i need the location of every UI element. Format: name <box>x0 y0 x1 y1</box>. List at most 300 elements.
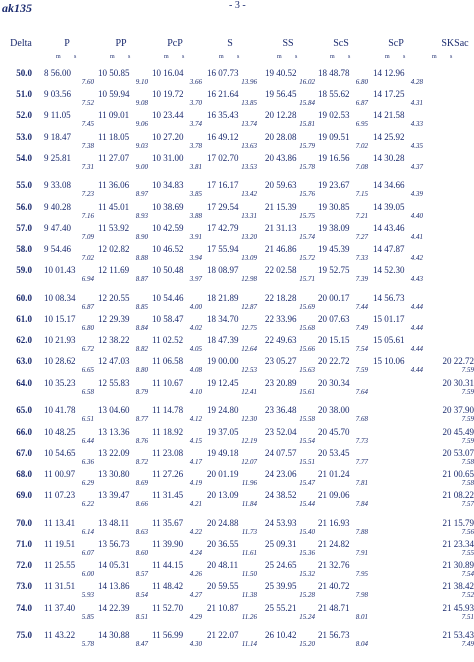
travel-time-value: 21 08.22 <box>442 490 474 501</box>
travel-time-value: 19 09.51 <box>318 131 350 142</box>
travel-time-value: 11 14.78 <box>152 405 184 416</box>
cell-pcp <box>152 89 206 108</box>
travel-time-value: 20 01.19 <box>207 468 239 479</box>
slowness-value: 7.33 <box>355 254 368 262</box>
slowness-value: 7.02 <box>81 254 94 262</box>
slowness-value: 7.54 <box>355 345 368 354</box>
travel-time-table <box>0 68 474 651</box>
cell-p <box>44 153 98 172</box>
cell-ss <box>265 110 319 129</box>
slowness-value: 11.38 <box>241 591 257 600</box>
travel-time-value: 20 43.86 <box>265 152 297 163</box>
column-header-scp: ScP <box>388 38 404 49</box>
slowness-value: 4.44 <box>410 302 423 311</box>
slowness-value: 15.36 <box>299 548 315 557</box>
travel-time-value: 10 27.20 <box>152 131 184 142</box>
table-row <box>0 630 474 651</box>
travel-time-value: 19 52.75 <box>318 265 350 276</box>
travel-time-value: 14 30.28 <box>373 152 405 163</box>
cell-ss <box>265 180 319 199</box>
delta-cell: 59.0 <box>16 265 32 276</box>
unit-header-row <box>0 54 474 62</box>
travel-time-value: 21 30.89 <box>442 560 474 571</box>
cell-p <box>44 560 98 579</box>
unit-label-min: m <box>330 54 335 60</box>
cell-ss <box>265 490 319 509</box>
travel-time-value: 10 15.17 <box>44 314 76 325</box>
slowness-value: 8.80 <box>135 366 148 375</box>
travel-time-value: 10 41.78 <box>44 405 76 416</box>
travel-time-value: 22 18.28 <box>265 292 297 303</box>
cell-scs <box>318 244 372 263</box>
travel-time-value: 24 23.06 <box>265 468 297 479</box>
cell-ss <box>265 244 319 263</box>
travel-time-value: 19 30.85 <box>318 201 350 212</box>
cell-pcp <box>152 560 206 579</box>
cell-pp <box>98 427 152 446</box>
table-row <box>0 518 474 539</box>
delta-cell: 52.0 <box>16 110 32 121</box>
slowness-value: 7.59 <box>461 387 474 396</box>
cell-pcp <box>152 518 206 537</box>
slowness-value: 7.55 <box>461 548 474 557</box>
travel-time-value: 21 46.86 <box>265 244 297 254</box>
slowness-value: 7.57 <box>461 500 474 509</box>
cell-scp <box>373 244 427 263</box>
slowness-value: 15.28 <box>299 591 315 600</box>
slowness-value: 8.76 <box>135 436 148 445</box>
slowness-value: 8.72 <box>135 457 148 466</box>
travel-time-value: 20 48.11 <box>207 560 239 571</box>
slowness-value: 13.31 <box>241 211 257 220</box>
cell-scs <box>318 427 372 446</box>
table-row <box>0 335 474 356</box>
unit-label-min: m <box>110 54 115 60</box>
slowness-value: 6.65 <box>81 366 94 375</box>
slowness-value: 8.85 <box>135 302 148 311</box>
table-row <box>0 223 474 244</box>
travel-time-value: 17 02.70 <box>207 152 239 163</box>
cell-scp <box>373 314 427 333</box>
travel-time-value: 19 45.39 <box>318 244 350 254</box>
delta-cell: 51.0 <box>16 89 32 100</box>
cell-pcp <box>152 265 206 284</box>
slowness-value: 3.81 <box>189 162 202 171</box>
travel-time-value: 13 13.36 <box>98 426 130 437</box>
slowness-value: 8.77 <box>135 415 148 424</box>
cell-ss <box>265 265 319 284</box>
slowness-value: 7.88 <box>355 527 368 536</box>
cell-pcp <box>152 603 206 622</box>
slowness-value: 12.75 <box>241 324 257 333</box>
slowness-value: 11.84 <box>241 500 257 509</box>
slowness-value: 8.57 <box>135 570 148 579</box>
slowness-value: 12.64 <box>241 345 257 354</box>
cell-pcp <box>152 132 206 151</box>
cell-pcp <box>152 202 206 221</box>
travel-time-value: 10 46.52 <box>152 244 184 254</box>
travel-time-value: 11 19.51 <box>44 538 76 549</box>
table-row <box>0 469 474 490</box>
travel-time-value: 10 59.94 <box>98 89 130 100</box>
cell-ss <box>265 405 319 424</box>
cell-sksac <box>420 469 474 488</box>
travel-time-value: 10 35.23 <box>44 377 76 388</box>
travel-time-value: 18 34.70 <box>207 314 239 325</box>
cell-scs <box>318 293 372 312</box>
travel-time-value: 21 15.39 <box>265 201 297 212</box>
cell-s <box>207 630 261 649</box>
travel-time-value: 20 00.17 <box>318 292 350 303</box>
cell-scp <box>373 223 427 242</box>
slowness-value: 8.51 <box>135 612 148 621</box>
travel-time-value: 12 38.22 <box>98 335 130 346</box>
cell-pp <box>98 180 152 199</box>
slowness-value: 15.24 <box>299 612 315 621</box>
cell-pp <box>98 581 152 600</box>
slowness-value: 4.28 <box>410 78 423 86</box>
cell-s <box>207 335 261 354</box>
slowness-value: 11.14 <box>241 640 257 649</box>
cell-scp <box>373 180 427 199</box>
slowness-value: 4.31 <box>410 99 423 108</box>
slowness-value: 6.87 <box>355 99 368 108</box>
cell-pp <box>98 132 152 151</box>
travel-time-value: 10 08.34 <box>44 292 76 303</box>
slowness-value: 15.32 <box>299 570 315 579</box>
travel-time-value: 10 01.43 <box>44 265 76 276</box>
travel-time-value: 14 21.58 <box>373 110 405 121</box>
cell-s <box>207 518 261 537</box>
travel-time-value: 21 10.87 <box>207 602 239 613</box>
delta-cell: 57.0 <box>16 222 32 233</box>
cell-pcp <box>152 378 206 397</box>
travel-time-value: 10 21.93 <box>44 335 76 346</box>
cell-ss <box>265 630 319 649</box>
slowness-value: 7.15 <box>355 190 368 199</box>
table-row <box>0 153 474 174</box>
travel-time-value: 11 10.67 <box>152 377 184 388</box>
table-row <box>0 427 474 448</box>
cell-s <box>207 265 261 284</box>
slowness-value: 12.98 <box>241 275 257 284</box>
travel-time-value: 20 45.70 <box>318 426 350 437</box>
travel-time-value: 17 16.17 <box>207 180 239 191</box>
travel-time-value: 9 47.40 <box>44 222 71 233</box>
slowness-value: 15.66 <box>299 345 315 354</box>
cell-scs <box>318 518 372 537</box>
travel-time-value: 22 49.63 <box>265 335 297 346</box>
cell-s <box>207 68 261 87</box>
cell-pp <box>98 469 152 488</box>
travel-time-value: 17 29.54 <box>207 201 239 212</box>
slowness-value: 4.39 <box>410 190 423 199</box>
travel-time-value: 19 23.67 <box>318 180 350 191</box>
travel-time-value: 11 48.42 <box>152 581 184 592</box>
slowness-value: 3.66 <box>189 78 202 86</box>
slowness-value: 13.74 <box>241 120 257 129</box>
travel-time-value: 20 59.55 <box>207 581 239 592</box>
cell-s <box>207 448 261 467</box>
cell-ss <box>265 539 319 558</box>
travel-time-value: 9 40.28 <box>44 201 71 212</box>
travel-time-value: 23 36.48 <box>265 405 297 416</box>
cell-ss <box>265 378 319 397</box>
cell-ss <box>265 68 319 87</box>
travel-time-value: 14 56.73 <box>373 292 405 303</box>
slowness-value: 15.44 <box>299 500 315 509</box>
cell-s <box>207 89 261 108</box>
cell-pp <box>98 378 152 397</box>
cell-p <box>44 89 98 108</box>
table-row <box>0 89 474 110</box>
delta-cell: 69.0 <box>16 490 32 501</box>
travel-time-value: 11 35.67 <box>152 517 184 528</box>
cell-scs <box>318 314 372 333</box>
slowness-value: 8.54 <box>135 591 148 600</box>
slowness-value: 15.84 <box>299 99 315 108</box>
delta-cell: 73.0 <box>16 581 32 592</box>
cell-scs <box>318 223 372 242</box>
travel-time-value: 11 18.92 <box>152 426 184 437</box>
travel-time-value: 20 22.72 <box>318 356 350 367</box>
travel-time-value: 11 06.58 <box>152 356 184 367</box>
table-row <box>0 448 474 469</box>
slowness-value: 8.47 <box>135 640 148 649</box>
cell-pp <box>98 539 152 558</box>
travel-time-value: 14 34.66 <box>373 180 405 191</box>
cell-scp <box>373 335 427 354</box>
slowness-value: 7.84 <box>355 500 368 509</box>
slowness-value: 4.41 <box>410 232 423 241</box>
travel-time-value: 23 05.27 <box>265 356 297 367</box>
travel-time-value: 10 23.44 <box>152 110 184 121</box>
travel-time-value: 12 11.69 <box>98 265 130 276</box>
travel-time-value: 13 04.60 <box>98 405 130 416</box>
slowness-value: 6.22 <box>81 500 94 509</box>
delta-cell: 63.0 <box>16 356 32 367</box>
slowness-value: 11.61 <box>241 548 257 557</box>
delta-cell: 58.0 <box>16 244 32 254</box>
cell-ss <box>265 581 319 600</box>
travel-time-value: 11 25.55 <box>44 560 76 571</box>
travel-time-value: 21 24.82 <box>318 538 350 549</box>
slowness-value: 15.76 <box>299 190 315 199</box>
slowness-value: 4.33 <box>410 120 423 129</box>
cell-pcp <box>152 448 206 467</box>
column-header-s: S <box>227 38 233 49</box>
slowness-value: 6.80 <box>355 78 368 86</box>
cell-pcp <box>152 335 206 354</box>
cell-scs <box>318 581 372 600</box>
table-row <box>0 314 474 335</box>
travel-time-value: 11 27.07 <box>98 152 130 163</box>
slowness-value: 7.58 <box>461 457 474 466</box>
travel-time-value: 18 48.78 <box>318 68 350 78</box>
slowness-value: 7.08 <box>355 162 368 171</box>
cell-scs <box>318 265 372 284</box>
slowness-value: 4.15 <box>189 436 202 445</box>
slowness-value: 6.14 <box>81 527 94 536</box>
cell-pp <box>98 202 152 221</box>
slowness-value: 6.72 <box>81 345 94 354</box>
cell-scs <box>318 335 372 354</box>
page-number: - 3 - <box>229 0 246 11</box>
cell-sksac <box>420 490 474 509</box>
cell-scp <box>373 153 427 172</box>
travel-time-value: 12 47.03 <box>98 356 130 367</box>
cell-pcp <box>152 405 206 424</box>
slowness-value: 7.45 <box>81 120 94 129</box>
delta-cell: 66.0 <box>16 426 32 437</box>
delta-cell: 71.0 <box>16 538 32 549</box>
cell-p <box>44 469 98 488</box>
travel-time-value: 13 56.73 <box>98 538 130 549</box>
cell-pp <box>98 265 152 284</box>
cell-pp <box>98 518 152 537</box>
cell-pcp <box>152 314 206 333</box>
slowness-value: 7.68 <box>355 415 368 424</box>
travel-time-value: 19 49.18 <box>207 447 239 458</box>
cell-s <box>207 293 261 312</box>
travel-time-value: 9 18.47 <box>44 131 71 142</box>
slowness-value: 8.79 <box>135 387 148 396</box>
cell-scs <box>318 68 372 87</box>
cell-s <box>207 560 261 579</box>
cell-s <box>207 603 261 622</box>
delta-cell: 55.0 <box>16 180 32 191</box>
slowness-value: 15.54 <box>299 436 315 445</box>
cell-ss <box>265 518 319 537</box>
slowness-value: 7.64 <box>355 387 368 396</box>
slowness-value: 7.56 <box>461 527 474 536</box>
unit-label-min: m <box>56 54 61 60</box>
slowness-value: 3.74 <box>189 120 202 129</box>
cell-p <box>44 293 98 312</box>
cell-p <box>44 68 98 87</box>
travel-time-value: 16 07.73 <box>207 68 239 78</box>
travel-time-value: 25 55.21 <box>265 602 297 613</box>
slowness-value: 7.44 <box>355 302 368 311</box>
travel-time-value: 13 22.09 <box>98 447 130 458</box>
cell-sksac <box>420 448 474 467</box>
cell-scp <box>373 132 427 151</box>
cell-pcp <box>152 490 206 509</box>
slowness-value: 8.69 <box>135 478 148 487</box>
travel-time-value: 25 39.95 <box>265 581 297 592</box>
travel-time-value: 10 50.48 <box>152 265 184 276</box>
cell-p <box>44 180 98 199</box>
slowness-value: 8.01 <box>355 612 368 621</box>
travel-time-value: 10 28.62 <box>44 356 76 367</box>
travel-time-value: 15 10.06 <box>373 356 405 367</box>
slowness-value: 7.59 <box>461 436 474 445</box>
travel-time-value: 11 27.26 <box>152 468 184 479</box>
slowness-value: 4.37 <box>410 162 423 171</box>
cell-pcp <box>152 356 206 375</box>
slowness-value: 15.74 <box>299 232 315 241</box>
cell-p <box>44 630 98 649</box>
travel-time-value: 20 59.63 <box>265 180 297 191</box>
cell-ss <box>265 560 319 579</box>
slowness-value: 11.73 <box>241 527 257 536</box>
slowness-value: 6.51 <box>81 415 94 424</box>
cell-sksac <box>420 378 474 397</box>
travel-time-value: 10 54.46 <box>152 292 184 303</box>
cell-scp <box>373 89 427 108</box>
document-title: ak135 <box>2 1 32 15</box>
slowness-value: 15.61 <box>299 387 315 396</box>
cell-p <box>44 223 98 242</box>
column-header-delta: Delta <box>10 38 32 49</box>
travel-time-value: 10 58.47 <box>152 314 184 325</box>
travel-time-value: 16 21.64 <box>207 89 239 100</box>
travel-time-value: 24 07.57 <box>265 447 297 458</box>
slowness-value: 6.36 <box>81 457 94 466</box>
delta-cell: 75.0 <box>16 630 32 641</box>
slowness-value: 4.29 <box>189 612 202 621</box>
cell-p <box>44 132 98 151</box>
slowness-value: 7.81 <box>355 478 368 487</box>
cell-pp <box>98 560 152 579</box>
travel-time-value: 10 31.00 <box>152 152 184 163</box>
slowness-value: 4.43 <box>410 275 423 284</box>
travel-time-value: 9 33.08 <box>44 180 71 191</box>
travel-time-value: 11 44.15 <box>152 560 184 571</box>
slowness-value: 6.94 <box>81 275 94 284</box>
travel-time-value: 19 56.45 <box>265 89 297 100</box>
table-row <box>0 356 474 377</box>
slowness-value: 6.87 <box>81 302 94 311</box>
travel-time-value: 22 02.58 <box>265 265 297 276</box>
slowness-value: 13.96 <box>241 78 257 86</box>
slowness-value: 13.63 <box>241 141 257 150</box>
cell-p <box>44 448 98 467</box>
cell-pcp <box>152 223 206 242</box>
travel-time-value: 21 45.93 <box>442 602 474 613</box>
travel-time-value: 12 29.39 <box>98 314 130 325</box>
slowness-value: 7.59 <box>461 415 474 424</box>
slowness-value: 7.16 <box>81 211 94 220</box>
travel-time-value: 20 13.09 <box>207 490 239 501</box>
slowness-value: 13.42 <box>241 190 257 199</box>
slowness-value: 12.19 <box>241 436 257 445</box>
cell-s <box>207 469 261 488</box>
slowness-value: 6.44 <box>81 436 94 445</box>
travel-time-value: 14 25.92 <box>373 131 405 142</box>
unit-label-sec: s <box>295 54 298 60</box>
cell-ss <box>265 427 319 446</box>
unit-label-sec: s <box>403 54 406 60</box>
cell-p <box>44 405 98 424</box>
unit-label-sec: s <box>182 54 185 60</box>
travel-time-value: 15 05.61 <box>373 335 405 346</box>
slowness-value: 4.21 <box>189 500 202 509</box>
column-header-p: P <box>64 38 70 49</box>
cell-ss <box>265 89 319 108</box>
cell-pcp <box>152 469 206 488</box>
slowness-value: 9.08 <box>135 99 148 108</box>
cell-scs <box>318 405 372 424</box>
travel-time-value: 20 22.72 <box>442 356 474 367</box>
cell-sksac <box>420 603 474 622</box>
cell-pp <box>98 223 152 242</box>
cell-s <box>207 110 261 129</box>
slowness-value: 15.71 <box>299 275 315 284</box>
travel-time-value: 18 21.89 <box>207 292 239 303</box>
cell-scs <box>318 539 372 558</box>
unit-label-min: m <box>164 54 169 60</box>
